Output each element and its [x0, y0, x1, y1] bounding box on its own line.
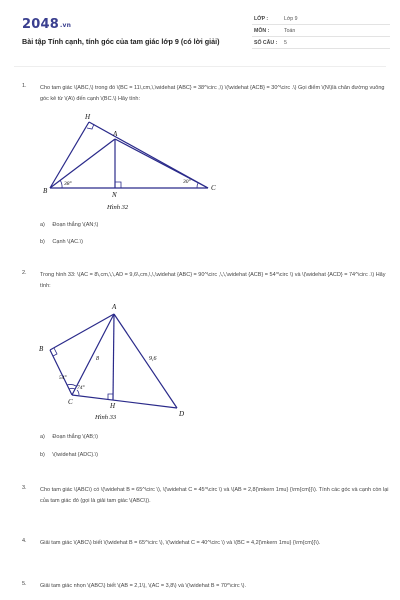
angle-b-label: 38°: [64, 181, 72, 187]
side-cd: [72, 395, 177, 408]
sub-question-1b: [40, 239, 83, 245]
angle-arc-c: [197, 183, 198, 188]
sub-label: a): [40, 434, 45, 440]
side-ab: [50, 139, 115, 188]
side-ad: [114, 314, 177, 408]
header-divider: [14, 66, 386, 67]
info-value: Lớp 9: [284, 16, 298, 22]
sub-question-2a: [40, 434, 98, 440]
line-bh: [50, 122, 89, 188]
altitude-ah: [113, 314, 114, 400]
sub-text: \(\widehat {ADC}.\): [52, 452, 98, 458]
point-b-label: B: [39, 345, 44, 353]
angle-c-label: 30°: [183, 179, 191, 185]
info-row-class: [252, 13, 390, 25]
figure-32: [36, 108, 226, 216]
angle-74-label: 74°: [77, 385, 85, 391]
info-label: LỚP :: [254, 16, 269, 22]
sub-text: Đoạn thẳng \(AB;\): [52, 434, 98, 440]
side-bc: [50, 350, 72, 395]
info-value: 5: [284, 40, 287, 46]
point-a-label: A: [113, 130, 118, 138]
info-row-subject: [252, 25, 390, 37]
question-number: 3.: [22, 485, 27, 491]
info-table: [252, 13, 390, 49]
figure-caption: Hình 32: [107, 204, 129, 211]
question-number: 2.: [22, 270, 27, 276]
length-ac-label: 8: [96, 356, 99, 362]
info-label: SỐ CÂU :: [254, 40, 278, 46]
angle-arc-54: [67, 384, 76, 386]
right-angle-h: [108, 394, 113, 399]
info-label: MÔN :: [254, 28, 270, 34]
question-text: Giải tam giác nhọn \(ABC\) biết \(AB = 2,1\), \(AC = 3,8\) và \(\widehat B = 70^\circ \).: [40, 583, 247, 589]
question-text: Cho tam giác \(ABC\) có \(\widehat B = 65^\circ \), \(\widehat C = 45^\circ \) và \(AB = 2,8{\mkern 1mu} {\rm{cm}}\). Tính các góc và cạnh còn lại của tam giác đó (gọi là giải tam giác \(ABC\)).: [40, 487, 389, 504]
sub-text: Đoạn thẳng \(AN;\): [52, 222, 99, 228]
info-row-count: [252, 37, 390, 49]
question-text: Trong hình 33: \(AC = 8\,cm,\,\,AD = 9,6\,cm,\,\,\widehat {ABC} = 90^\circ ,\,\,\widehat {ACB} = 54^\circ \) và \(\widehat {ACD} = 74^\circ .\) Hãy tính:: [40, 272, 386, 289]
sub-label: a): [40, 222, 45, 228]
figure-33: [32, 298, 202, 426]
page-header: [0, 0, 400, 68]
question-number: 4.: [22, 538, 27, 544]
figure-caption: Hình 33: [95, 414, 117, 421]
sub-question-1a: [40, 222, 98, 228]
point-a-label: A: [112, 303, 117, 311]
right-angle-b: [53, 348, 57, 356]
angle-54-label: 54°: [59, 375, 67, 381]
angle-arc-74a: [69, 388, 75, 389]
sub-label: b): [40, 239, 45, 245]
length-ad-label: 9,6: [149, 356, 157, 362]
point-n-label: N: [112, 191, 117, 199]
question-text: Cho tam giác \(ABC,\) trong đó \(BC = 11\,cm,\,\widehat {ABC} = 38^\circ ,\) \(\widehat {ACB} = 30^\circ .\) Gọi điểm \(N\)là chân đường vuông góc kẻ từ \(A\) đến cạnh \(BC.\) Hãy tính:: [40, 85, 385, 102]
sub-text: Cạnh \(AC.\): [52, 239, 83, 245]
question-number: 1.: [22, 83, 27, 89]
logo-text: 2048: [22, 17, 59, 32]
angle-arc-b: [60, 180, 62, 188]
logo-suffix: .vn: [59, 22, 72, 29]
question-number: 5.: [22, 581, 27, 587]
point-h-label: H: [110, 402, 116, 410]
sub-label: b): [40, 452, 45, 458]
info-value: Toán: [284, 28, 296, 34]
point-h-label: H: [85, 113, 91, 121]
page-title: Bài tập Tính cạnh, tính góc của tam giác lớp 9 (có lời giải): [22, 37, 220, 46]
question-text: Giải tam giác \(ABC\) biết \(\widehat B = 65^\circ \), \(\widehat C = 40^\circ \) và \(BC = 4,2{\mkern 1mu} {\rm{cm}}\).: [40, 540, 321, 546]
site-logo[interactable]: [22, 17, 71, 32]
point-c-label: C: [211, 184, 216, 192]
point-b-label: B: [43, 187, 48, 195]
sub-question-2b: [40, 452, 98, 458]
right-angle-n: [115, 182, 121, 188]
point-c-label: C: [68, 398, 73, 406]
point-d-label: D: [179, 410, 185, 418]
